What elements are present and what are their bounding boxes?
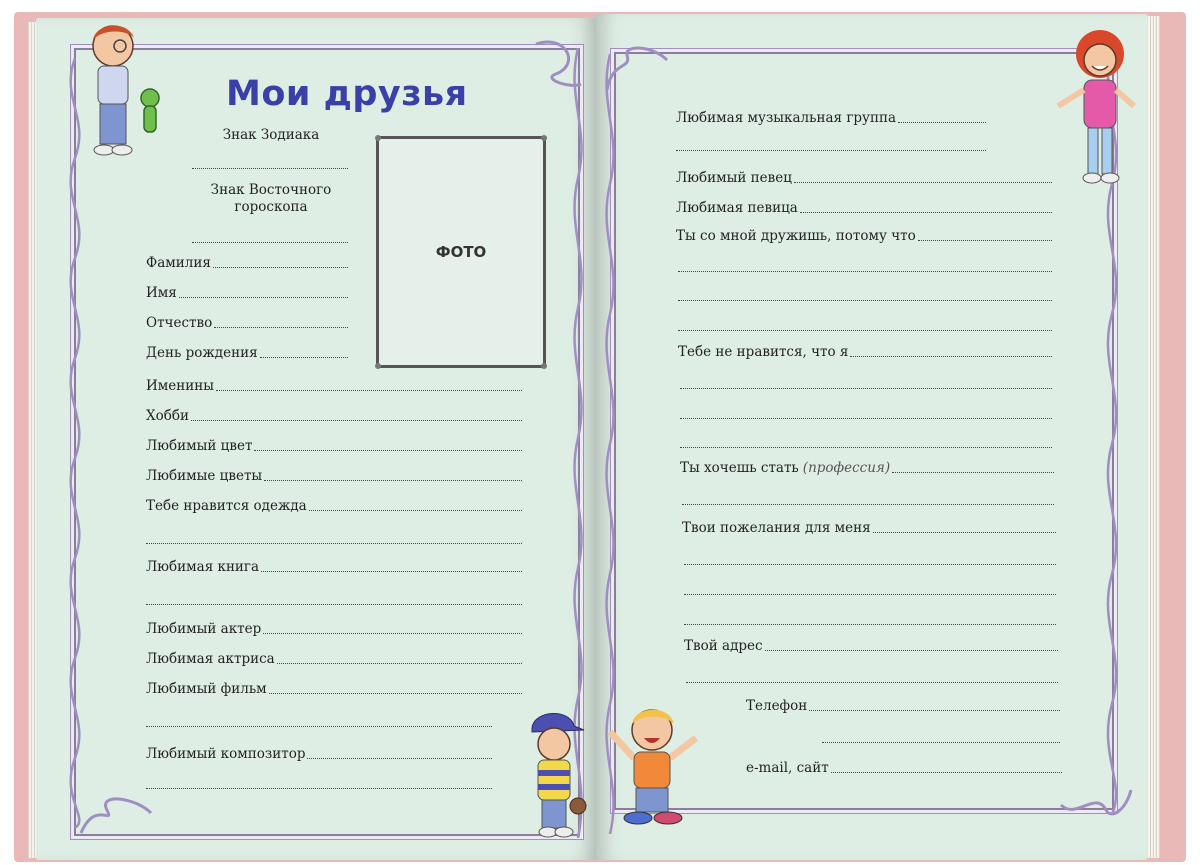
wishes-label: Твои пожелания для меня — [682, 520, 871, 536]
left-page — [36, 18, 596, 860]
friends-because-line-4[interactable] — [678, 330, 1052, 331]
hobby-field[interactable] — [146, 408, 522, 424]
fav-book-label: Любимая книга — [146, 559, 260, 575]
wishes-line-2[interactable] — [684, 564, 1056, 565]
dislike-line-4[interactable] — [680, 447, 1052, 448]
fav-film-field[interactable] — [146, 681, 522, 697]
corner-ornament-bottom-left — [76, 788, 156, 838]
fav-band-label: Любимая музыкальная группа — [676, 110, 897, 126]
corner-ornament-top-left — [602, 40, 672, 100]
corner-ornament-top-right — [526, 34, 586, 94]
eastern-horoscope-input-line[interactable] — [192, 242, 348, 243]
wishes-line-3[interactable] — [684, 594, 1056, 595]
dislike-field[interactable] — [678, 344, 1052, 360]
fav-band-field[interactable] — [676, 110, 986, 126]
dislike-line-2[interactable] — [680, 388, 1052, 389]
friends-because-label: Ты со мной дружишь, потому что — [676, 228, 916, 244]
hobby-label: Хобби — [146, 408, 189, 424]
fav-book-field[interactable] — [146, 559, 522, 575]
phone-label: Телефон — [746, 698, 808, 714]
fav-actress-label: Любимая актриса — [146, 651, 275, 667]
photo-label: ФОТО — [435, 243, 487, 261]
eastern-horoscope-label: Знак Восточного гороскопа — [210, 182, 332, 215]
patronymic-field[interactable] — [146, 315, 348, 331]
fav-singer-m-label: Любимый певец — [676, 170, 792, 186]
friends-because-line-3[interactable] — [678, 300, 1052, 301]
fav-book-extra-line[interactable] — [146, 604, 522, 605]
cartoon-boy-waving-icon — [602, 702, 712, 832]
friends-because-line-2[interactable] — [678, 271, 1052, 272]
fav-actor-field[interactable] — [146, 621, 522, 637]
name-day-field[interactable] — [146, 378, 522, 394]
phone-field[interactable] — [746, 698, 1060, 714]
zodiac-label: Знак Зодиака — [222, 127, 320, 143]
fav-flowers-field[interactable] — [146, 468, 522, 484]
fav-composer-field[interactable] — [146, 746, 492, 762]
wishes-line-4[interactable] — [684, 624, 1056, 625]
name-label: Имя — [146, 285, 177, 301]
fav-singer-f-field[interactable] — [676, 200, 1052, 216]
fav-composer-label: Любимый композитор — [146, 746, 306, 762]
fav-composer-extra-line[interactable] — [146, 788, 492, 789]
cartoon-girl-icon — [1048, 20, 1144, 190]
dislike-label: Тебе не нравится, что я — [678, 344, 849, 360]
patronymic-label: Отчество — [146, 315, 213, 331]
fav-actress-field[interactable] — [146, 651, 522, 667]
wishes-field[interactable] — [682, 520, 1056, 536]
vine-ornament-left — [60, 58, 90, 828]
address-label: Твой адрес — [684, 638, 763, 654]
clothes-label: Тебе нравится одежда — [146, 498, 307, 514]
photo-box[interactable] — [376, 136, 546, 368]
fav-singer-m-field[interactable] — [676, 170, 1052, 186]
phone-extra-line[interactable] — [822, 742, 1060, 743]
profession-field[interactable] — [680, 460, 1054, 476]
surname-label: Фамилия — [146, 255, 211, 271]
name-day-label: Именины — [146, 378, 215, 394]
birthday-label: День рождения — [146, 345, 258, 361]
profession-extra-line[interactable] — [682, 504, 1054, 505]
clothes-extra-line[interactable] — [146, 543, 522, 544]
page-edges-right — [1148, 16, 1160, 858]
fav-color-field[interactable] — [146, 438, 522, 454]
right-page — [596, 14, 1148, 860]
fav-actor-label: Любимый актер — [146, 621, 262, 637]
address-field[interactable] — [684, 638, 1058, 654]
address-extra-line[interactable] — [686, 682, 1058, 683]
page-title: Мои друзья — [226, 74, 468, 114]
right-page-frame — [614, 52, 1114, 810]
name-field[interactable] — [146, 285, 348, 301]
clothes-field[interactable] — [146, 498, 522, 514]
fav-singer-f-label: Любимая певица — [676, 200, 798, 216]
profession-label: Ты хочешь стать — [680, 460, 799, 476]
fav-flowers-label: Любимые цветы — [146, 468, 263, 484]
profession-hint: (профессия) — [802, 460, 891, 476]
birthday-field[interactable] — [146, 345, 348, 361]
zodiac-input-line[interactable] — [192, 168, 348, 169]
fav-film-label: Любимый фильм — [146, 681, 267, 697]
email-field[interactable] — [746, 760, 1062, 776]
fav-color-label: Любимый цвет — [146, 438, 253, 454]
surname-field[interactable] — [146, 255, 348, 271]
cartoon-boy-with-frog-icon — [58, 18, 168, 168]
fav-band-extra-line[interactable] — [676, 150, 986, 151]
email-label: e-mail, сайт — [746, 760, 829, 776]
corner-ornament-bottom-right — [1056, 780, 1136, 830]
dislike-line-3[interactable] — [680, 418, 1052, 419]
fav-film-extra-line[interactable] — [146, 726, 492, 727]
friends-because-field[interactable] — [676, 228, 1052, 244]
cartoon-boy-with-cap-icon — [512, 706, 592, 842]
